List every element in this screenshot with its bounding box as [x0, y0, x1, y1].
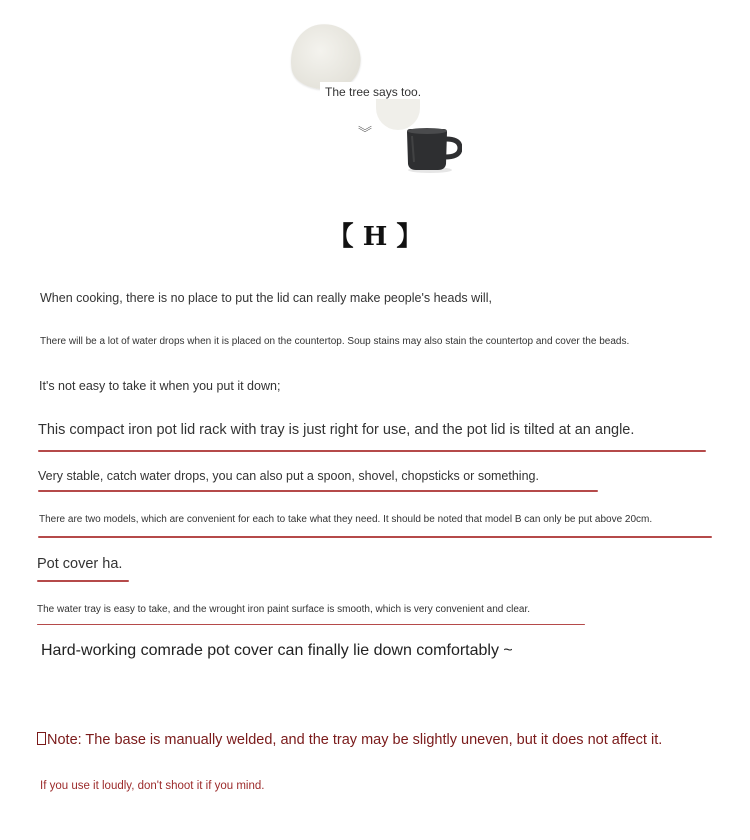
red-underline	[37, 580, 129, 582]
body-line-2: There will be a lot of water drops when it is placed on the countertop. Soup stains may also stain the countertop and cover the beads.	[40, 336, 630, 347]
note-text-label: Note: The base is manually welded, and the tray may be slightly uneven, but it does not affect it.	[47, 732, 663, 748]
body-line-4: This compact iron pot lid rack with tray is just right for use, and the pot lid is tilted at an angle.	[38, 422, 635, 438]
red-underline	[37, 624, 585, 625]
body-line-6: There are two models, which are convenient for each to take what they need. It should be noted that model B can only be put above 20cm.	[39, 514, 653, 525]
body-line-7: Pot cover ha.	[37, 556, 123, 572]
note-bullet-icon	[37, 732, 46, 745]
body-line-1: When cooking, there is no place to put the lid can really make people's heads will,	[40, 291, 492, 305]
body-line-5: Very stable, catch water drops, you can also put a spoon, shovel, chopsticks or something.	[38, 469, 539, 483]
caption-text: The tree says too.	[320, 82, 423, 99]
red-underline	[38, 490, 598, 492]
red-underline	[38, 450, 706, 452]
mind-text: If you use it loudly, don't shoot it if you mind.	[40, 780, 265, 792]
body-line-3: It's not easy to take it when you put it down;	[39, 379, 281, 393]
double-chevron-down-icon: ︾	[358, 125, 372, 141]
body-line-9: Hard-working comrade pot cover can finally lie down comfortably ~	[41, 642, 513, 659]
red-underline	[38, 536, 712, 538]
section-heading: 【 H 】	[327, 222, 423, 252]
note-text	[37, 732, 662, 748]
body-line-8: The water tray is easy to take, and the wrought iron paint surface is smooth, which is very convenient and clear.	[37, 604, 531, 615]
decorative-half-moon	[376, 96, 420, 130]
mug-icon	[404, 126, 462, 174]
